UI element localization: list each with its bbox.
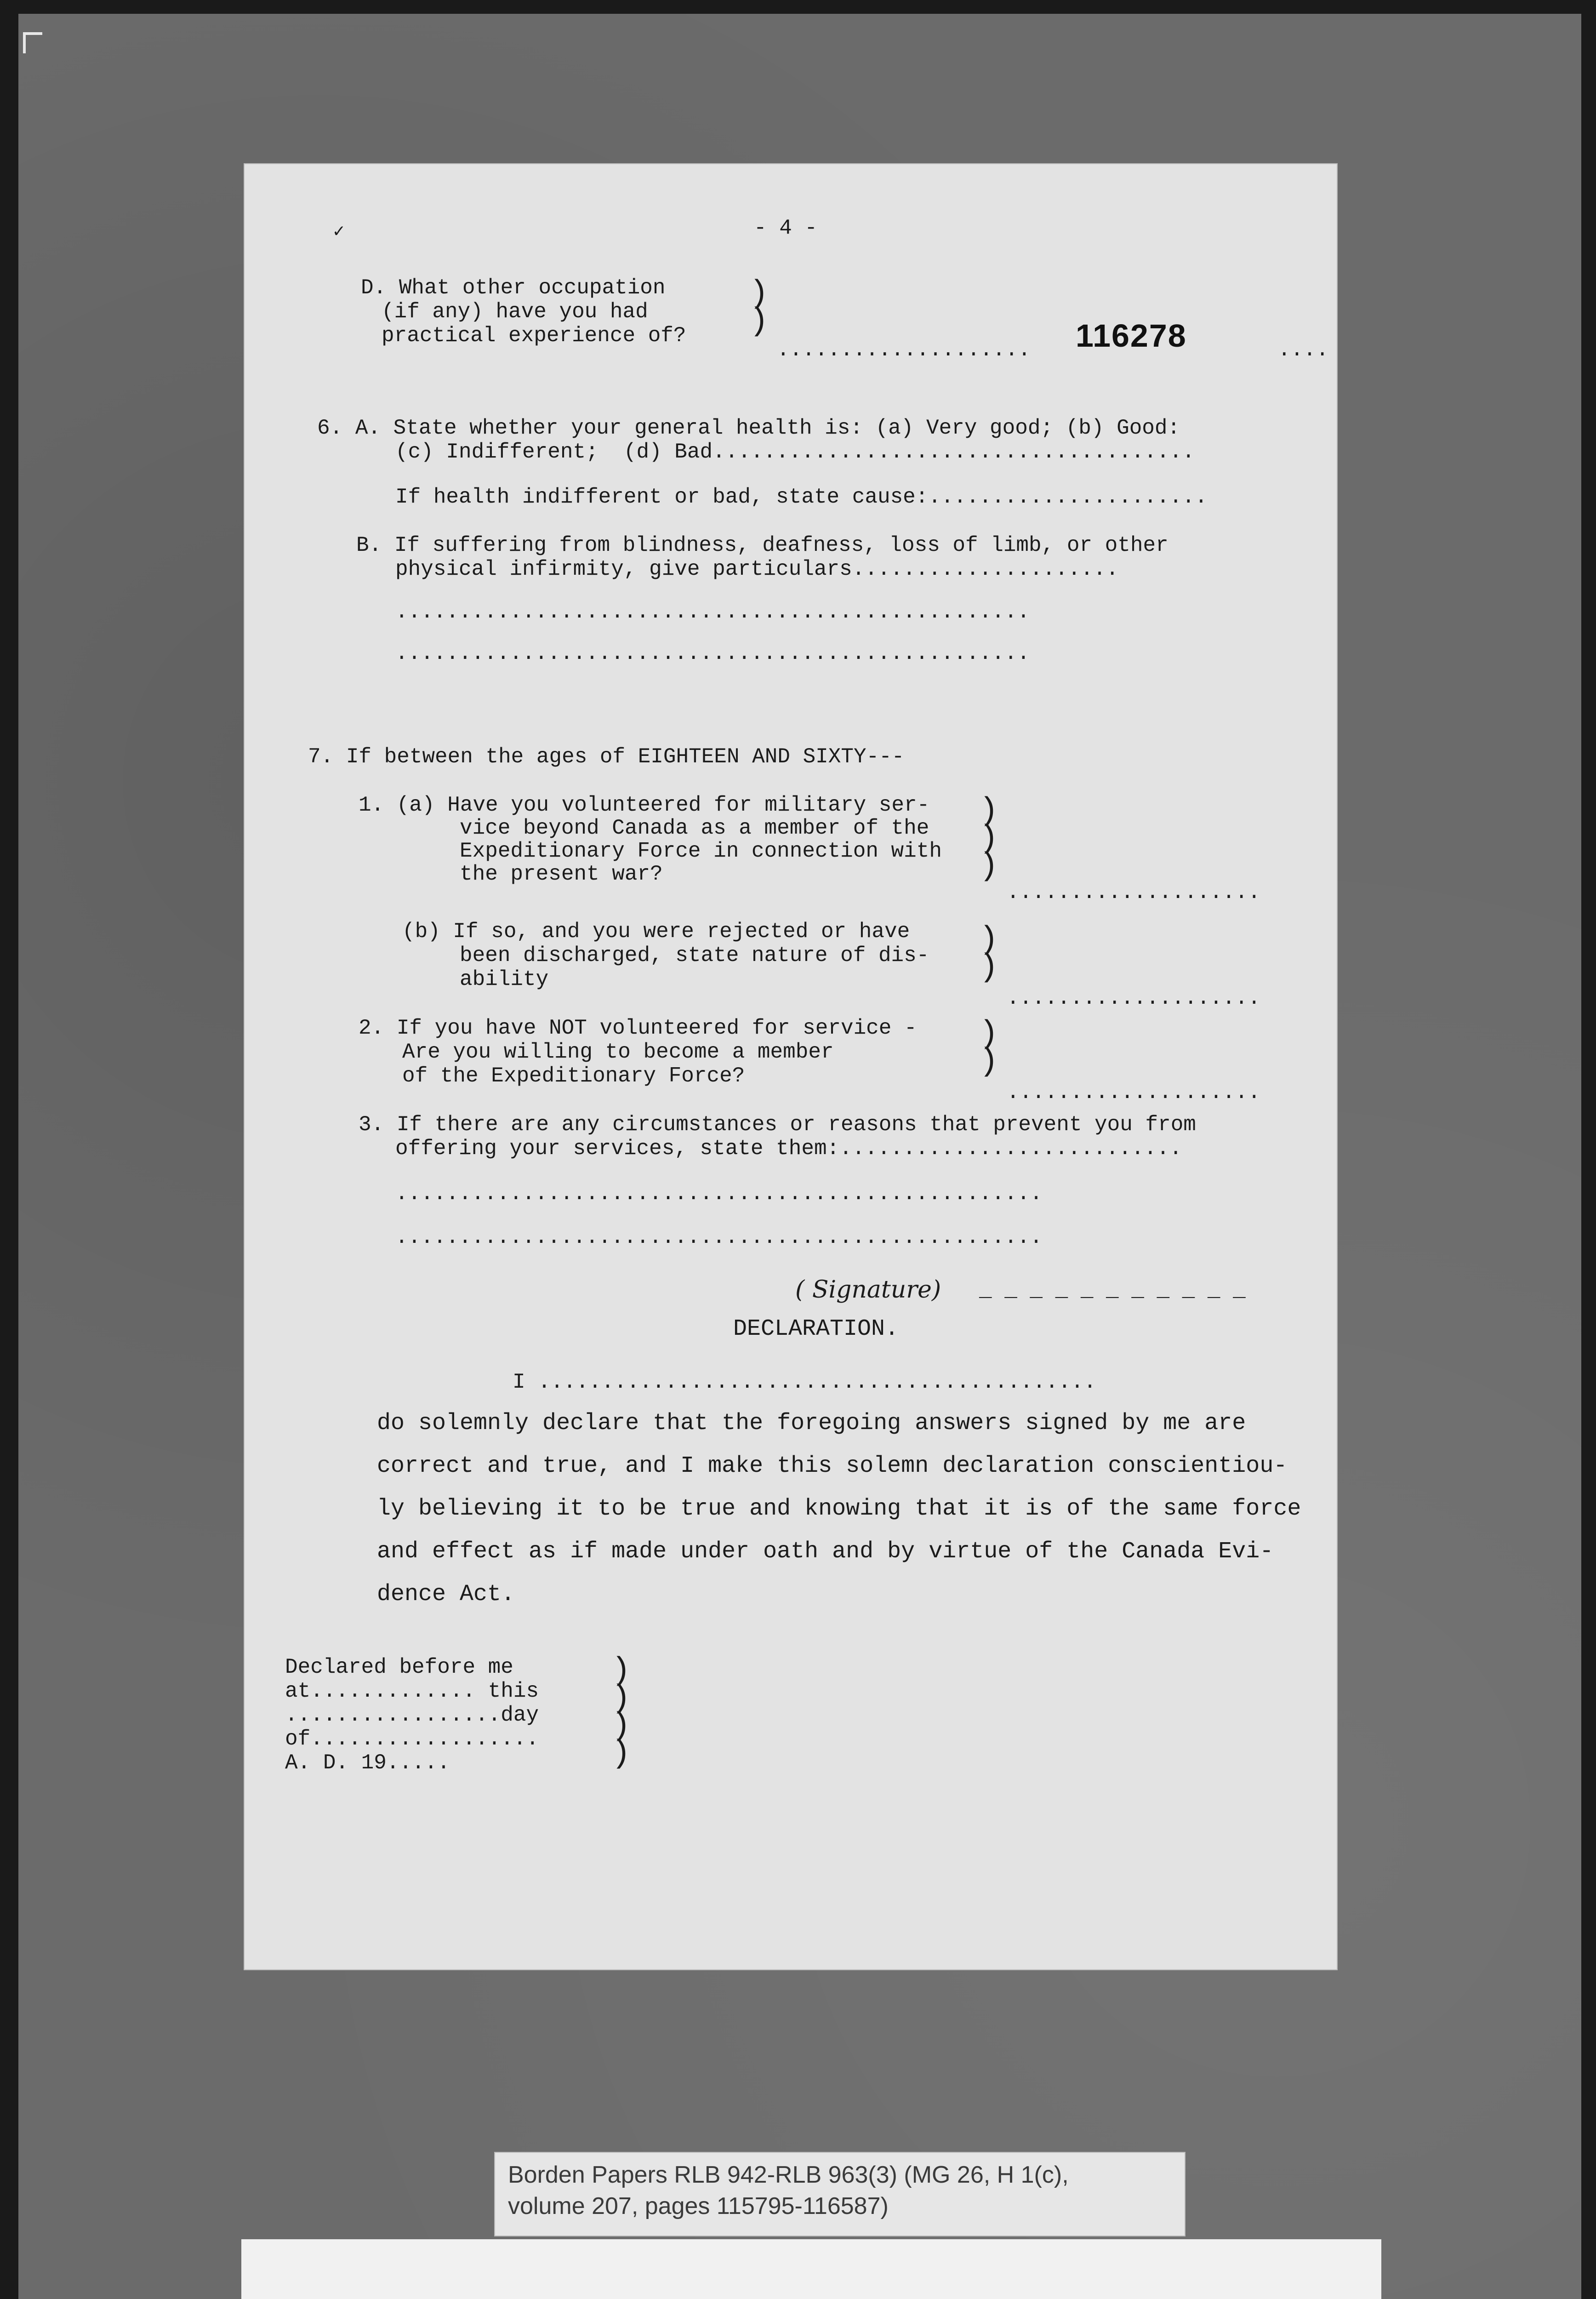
q7-1a-dots: .................... xyxy=(1007,881,1261,904)
q7-1a-line2: vice beyond Canada as a member of the xyxy=(460,816,929,840)
declaration-title: DECLARATION. xyxy=(733,1316,899,1342)
q7-1a-line4: the present war? xyxy=(460,862,663,886)
film-edge-left xyxy=(0,0,18,2299)
q7-2-line2: Are you willing to become a member xyxy=(402,1040,834,1064)
film-edge-right xyxy=(1581,0,1596,2299)
declared-line1: Declared before me xyxy=(285,1655,513,1679)
declared-line2: at............. this xyxy=(285,1679,539,1703)
source-label-card xyxy=(494,2152,1186,2236)
q7-1b-brace: ) ) xyxy=(979,922,999,986)
declaration-i-line: I ............................................ xyxy=(513,1370,1096,1394)
q6b-line3: .................................................. xyxy=(395,600,1030,624)
page-number: - 4 - xyxy=(754,216,818,240)
q7-3-line4: ................................................... xyxy=(395,1225,1043,1249)
q5d-dots-tail: .... xyxy=(1278,338,1329,362)
q7-1a-line1: 1. (a) Have you volunteered for military ser- xyxy=(359,793,930,817)
signature-line: _ _ _ _ _ _ _ _ _ _ _ xyxy=(979,1278,1246,1302)
q5d-line3: practical experience of? xyxy=(382,324,686,348)
declaration-p5: dence Act. xyxy=(377,1581,515,1607)
q5d-dots: .................... xyxy=(777,338,1031,362)
q7-3-line1: 3. If there are any circumstances or reasons that prevent you from xyxy=(359,1113,1196,1137)
q7-1b-line1: (b) If so, and you were rejected or have xyxy=(402,920,910,944)
declaration-p1: do solemnly declare that the foregoing answers signed by me are xyxy=(377,1410,1246,1436)
q7-3-line3: ................................................... xyxy=(395,1182,1043,1206)
declaration-p4: and effect as if made under oath and by virtue of the Canada Evi- xyxy=(377,1538,1274,1565)
archive-card xyxy=(241,2239,1381,2299)
q7-1b-line2: been discharged, state nature of dis- xyxy=(460,944,929,967)
q6a-line2: (c) Indifferent; (d) Bad...................................... xyxy=(395,440,1195,464)
declaration-p3: ly believing it to be true and knowing that it is of the same force xyxy=(377,1496,1301,1522)
signature-label: ( Signature) xyxy=(795,1276,941,1304)
document-page xyxy=(244,163,1338,1970)
q6a-line3: If health indifferent or bad, state cause:...................... xyxy=(395,485,1208,509)
q7-intro: 7. If between the ages of EIGHTEEN AND SIXTY--- xyxy=(308,745,905,769)
film-edge-top xyxy=(0,0,1596,14)
q7-1a-brace: ) ) ) xyxy=(979,793,999,885)
declared-line5: A. D. 19..... xyxy=(285,1751,450,1775)
source-label-line1: Borden Papers RLB 942-RLB 963(3) (MG 26, H 1(c), xyxy=(508,2162,1069,2188)
stamp-number: 116278 xyxy=(1076,318,1187,354)
declared-line3: .................day xyxy=(285,1703,539,1727)
q6b-line1: B. If suffering from blindness, deafness, loss of limb, or other xyxy=(356,533,1168,557)
q7-2-line3: of the Expeditionary Force? xyxy=(402,1064,745,1088)
q5d-line1: D. What other occupation xyxy=(361,276,666,300)
q7-2-dots: .................... xyxy=(1007,1081,1261,1104)
q7-2-line1: 2. If you have NOT volunteered for service - xyxy=(359,1016,917,1040)
check-mark: ✓ xyxy=(333,222,345,243)
q7-3-line2: offering your services, state them:........................... xyxy=(395,1137,1182,1161)
q7-1b-line3: ability xyxy=(460,967,549,991)
q6a-line1: 6. A. State whether your general health is: (a) Very good; (b) Good: xyxy=(317,416,1180,440)
q7-1a-line3: Expeditionary Force in connection with xyxy=(460,839,942,863)
source-label-line2: volume 207, pages 115795-116587) xyxy=(508,2193,889,2219)
corner-crop-mark xyxy=(23,32,42,53)
q6b-line2: physical infirmity, give particulars..................... xyxy=(395,557,1119,581)
declared-line4: of.................. xyxy=(285,1727,539,1751)
q6b-line4: .................................................. xyxy=(395,641,1030,665)
declaration-p2: correct and true, and I make this solemn declaration conscientiou- xyxy=(377,1453,1288,1479)
q7-2-brace: ) ) xyxy=(979,1016,999,1080)
q5d-line2: (if any) have you had xyxy=(382,300,648,324)
q5d-brace: ) ) xyxy=(749,276,769,340)
declared-brace: ) ) ) ) xyxy=(611,1653,631,1772)
q7-1b-dots: .................... xyxy=(1007,986,1261,1010)
